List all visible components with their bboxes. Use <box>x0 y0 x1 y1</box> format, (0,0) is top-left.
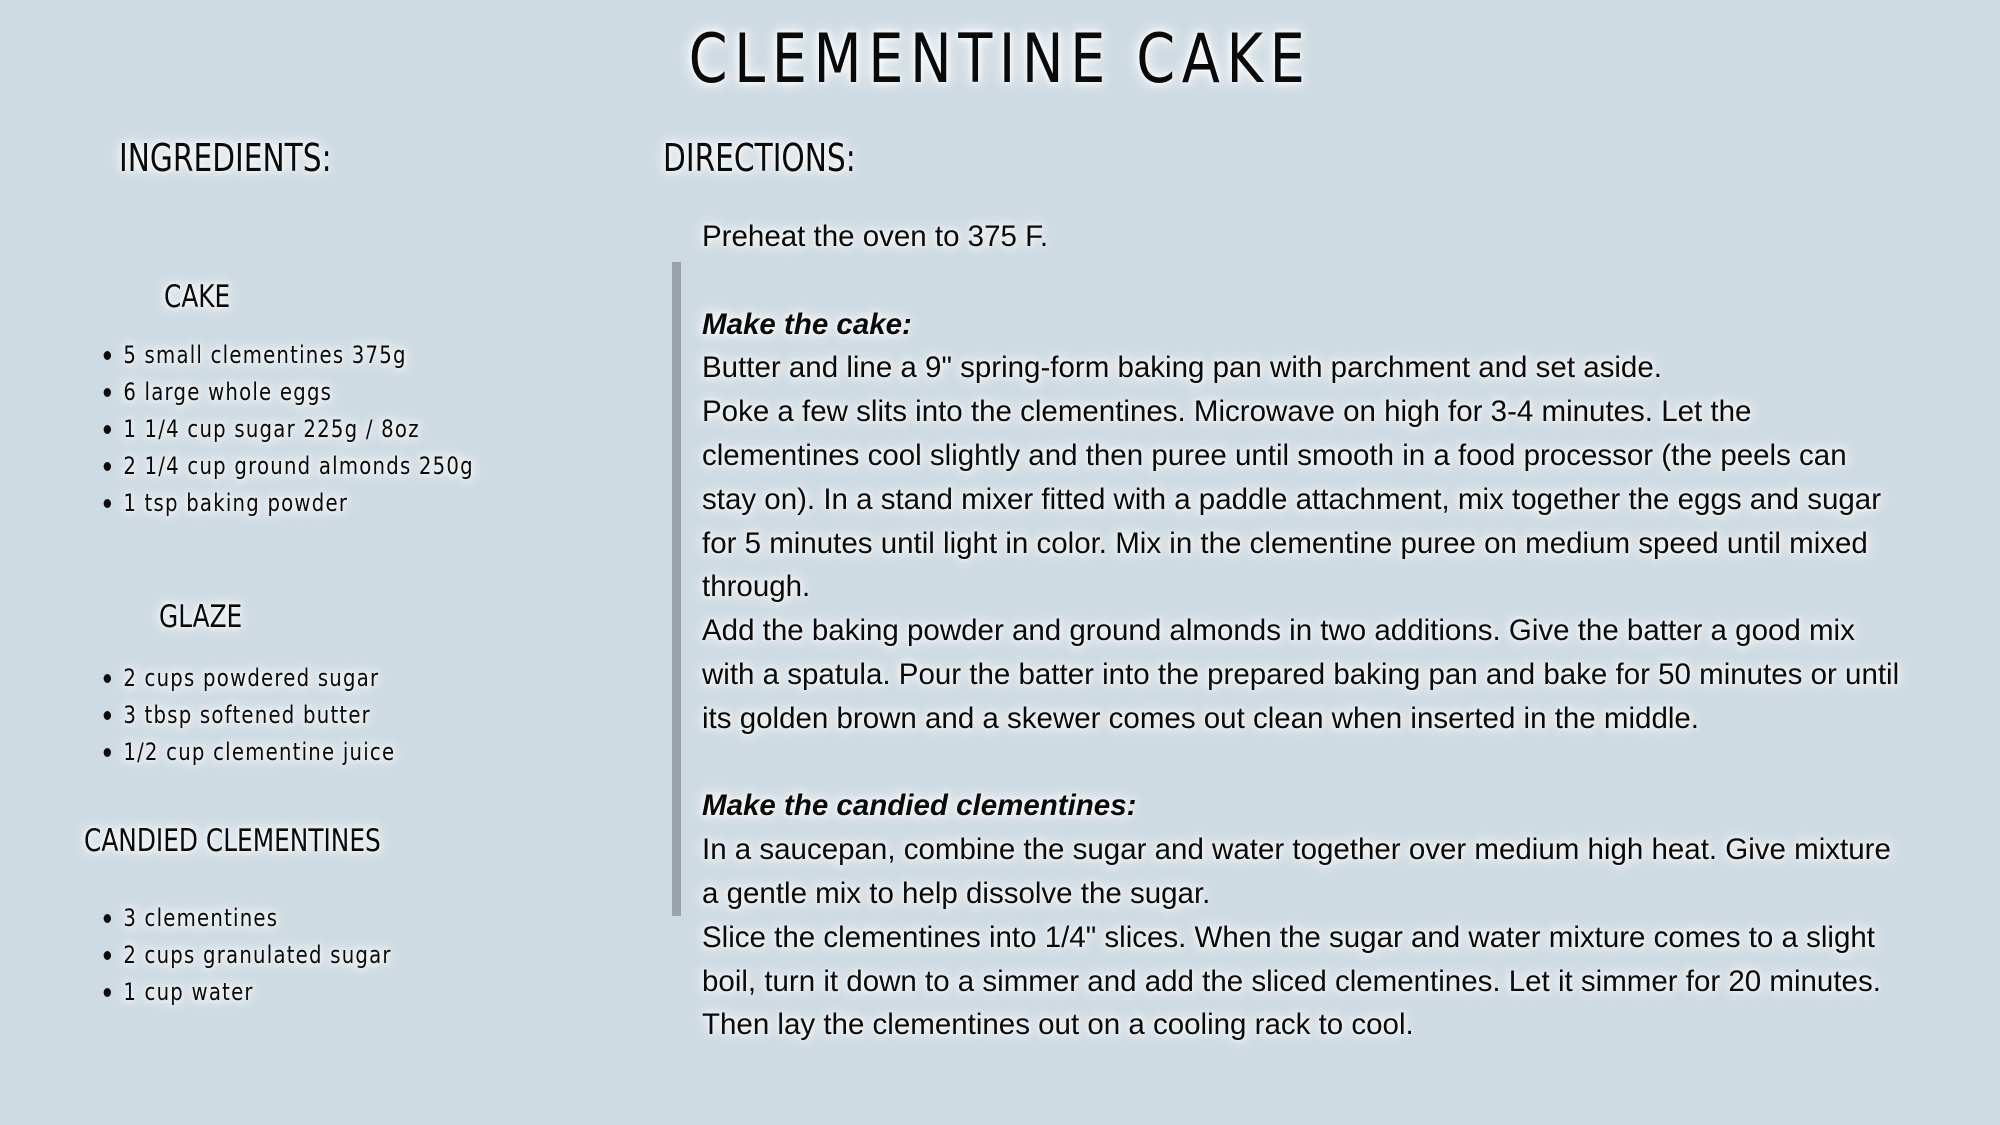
cake-step: Poke a few slits into the clementines. Microwave on high for 3-4 minutes. Let the clementines cool slightly and then puree until smooth in a food processor (the peels can stay on). In a stand mixer fitted with a paddle attachment, mix together the eggs and sugar for 5 minutes until light in color. Mix in the clementine puree on medium speed until mixed through. <box>702 395 1882 604</box>
cake-subheading: CAKE <box>164 279 231 315</box>
glaze-subheading: GLAZE <box>159 599 243 635</box>
list-item: 6 large whole eggs <box>102 374 474 411</box>
list-item: 2 cups granulated sugar <box>102 937 392 974</box>
list-item: 2 1/4 cup ground almonds 250g <box>102 448 474 485</box>
list-item: 1 1/4 cup sugar 225g / 8oz <box>102 411 474 448</box>
list-item: 1 cup water <box>102 974 392 1011</box>
cake-ingredient-list <box>102 337 474 522</box>
list-item: 2 cups powdered sugar <box>102 660 395 697</box>
candied-ingredient-list <box>102 900 392 1011</box>
candied-step: In a saucepan, combine the sugar and water together over medium high heat. Give mixture a gentle mix to help dissolve the sugar. <box>702 833 1891 910</box>
list-item: 3 tbsp softened butter <box>102 697 395 734</box>
cake-step: Add the baking powder and ground almonds in two additions. Give the batter a good mix with a spatula. Pour the batter into the prepared baking pan and bake for 50 minutes or until its golden brown and a skewer comes out clean when inserted in the middle. <box>702 614 1900 735</box>
spacer <box>702 259 1902 303</box>
candied-clementines-subheading: CANDIED CLEMENTINES <box>84 823 381 859</box>
ingredients-heading: INGREDIENTS: <box>119 136 332 180</box>
make-candied-heading: Make the candied clementines: <box>702 789 1137 823</box>
list-item: 1 tsp baking powder <box>102 485 474 522</box>
cake-step: Butter and line a 9" spring-form baking pan with parchment and set aside. <box>702 351 1662 385</box>
list-item: 3 clementines <box>102 900 392 937</box>
candied-step: Slice the clementines into 1/4" slices. When the sugar and water mixture comes to a slight boil, turn it down to a simmer and add the sliced clementines. Let it simmer for 20 minutes. Then lay the clementines out on a cooling rack to cool. <box>702 920 1881 1042</box>
preheat-step: Preheat the oven to 375 F. <box>702 220 1049 253</box>
list-item: 1/2 cup clementine juice <box>102 734 395 771</box>
glaze-ingredient-list <box>102 660 395 771</box>
directions-body <box>702 215 1902 1047</box>
list-item: 5 small clementines 375g <box>102 337 474 374</box>
make-cake-heading: Make the cake: <box>702 307 912 341</box>
directions-divider <box>672 262 681 916</box>
directions-heading: DIRECTIONS: <box>663 136 856 180</box>
page-title: CLEMENTINE CAKE <box>688 20 1312 99</box>
spacer <box>702 741 1902 785</box>
